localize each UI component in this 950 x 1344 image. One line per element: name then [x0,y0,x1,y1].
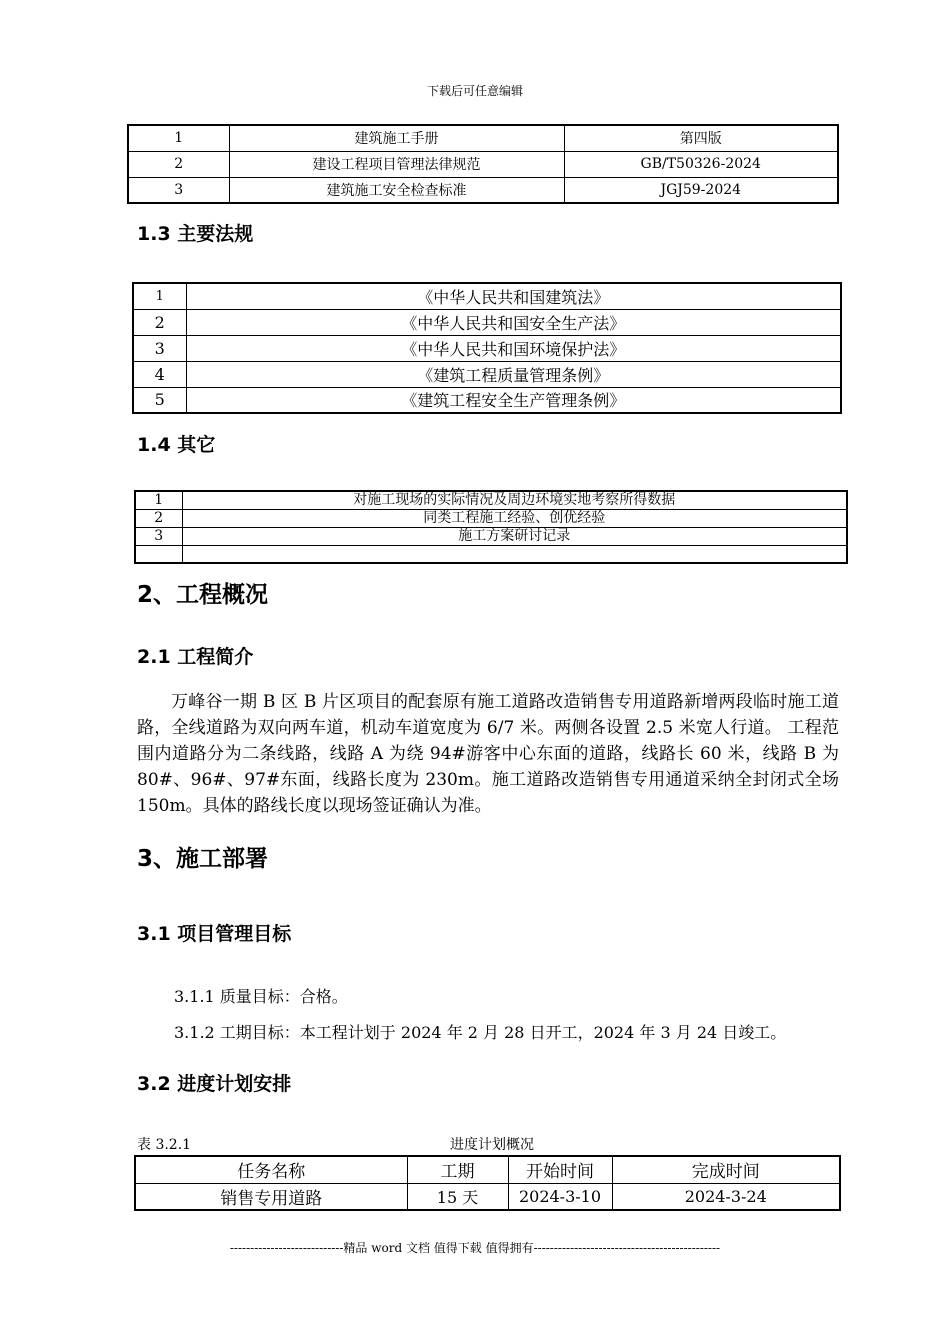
regulation-name: 《中华人民共和国安全生产法》 [186,309,841,335]
column-header: 完成时间 [612,1156,840,1183]
column-header: 开始时间 [508,1156,612,1183]
standard-name: 建筑施工安全检查标准 [229,177,564,203]
row-number: 3 [128,177,229,203]
table-header-row [135,1156,840,1183]
table-row [135,545,847,563]
row-number: 2 [135,509,182,527]
row-number: 1 [135,491,182,509]
table-label: 表 3.2.1 [137,1137,192,1153]
row-number: 5 [133,387,186,413]
table-row [135,1183,840,1210]
standard-code: 第四版 [564,125,838,151]
table-row [133,283,841,309]
basis-text: 同类工程施工经验、创优经验 [182,509,847,527]
regulation-name: 《建筑工程质量管理条例》 [186,361,841,387]
column-header: 工期 [407,1156,508,1183]
section-heading-3: 3、施工部署 [137,846,269,872]
table-row [135,509,847,527]
section-heading-1-3: 1.3 主要法规 [137,223,254,245]
schedule-goal: 3.1.2 工期目标：本工程计划于 2024 年 2 月 28 日开工，2024 年 3 月 24 日竣工。 [174,1023,787,1042]
basis-text [182,545,847,563]
regulation-name: 《中华人民共和国环境保护法》 [186,335,841,361]
table-row [128,177,838,203]
standards-table [127,124,839,204]
standard-code: JGJ59-2024 [564,177,838,203]
row-number: 2 [128,151,229,177]
row-number: 2 [133,309,186,335]
table-row [133,387,841,413]
project-overview-paragraph [137,689,839,819]
row-number: 3 [135,527,182,545]
section-heading-3-2: 3.2 进度计划安排 [137,1073,292,1095]
basis-text: 对施工现场的实际情况及周边环境实地考察所得数据 [182,491,847,509]
task-name: 销售专用道路 [135,1183,407,1210]
table-row [133,309,841,335]
table-row [135,527,847,545]
footer-note: ----------------------------精品 word 文档 值得下载 值得拥有---------------------------------------------- [229,1241,721,1255]
regulation-name: 《建筑工程安全生产管理条例》 [186,387,841,413]
table-row [128,125,838,151]
row-number: 4 [133,361,186,387]
basis-text: 施工方案研讨记录 [182,527,847,545]
table-row [133,335,841,361]
schedule-table [134,1155,841,1211]
regulations-table [132,282,842,414]
section-heading-2-1: 2.1 工程简介 [137,646,254,668]
section-heading-1-4: 1.4 其它 [137,434,216,456]
overview-text: 万峰谷一期 B 区 B 片区项目的配套原有施工道路改造销售专用道路新增两段临时施工道路，全线道路为双向两车道，机动车道宽度为 6/7 米。两侧各设置 2.5 米宽人行道。 工程范围内道路分为二条线路，线路 A 为绕 94#游客中心东面的道路，线路长 60 米，线路 B 为 80#、96#、97#东面，线路长度为 230m。施工道路改造销售专用通道采纳全封闭式全场 150m。具体的路线长度以现场签证确认为准。 [137,692,839,816]
duration: 15 天 [407,1183,508,1210]
section-heading-3-1: 3.1 项目管理目标 [137,923,292,945]
start-date: 2024-3-10 [508,1183,612,1210]
other-basis-table [134,490,848,564]
end-date: 2024-3-24 [612,1183,840,1210]
quality-goal: 3.1.1 质量目标：合格。 [174,987,348,1006]
standard-code: GB/T50326-2024 [564,151,838,177]
regulation-name: 《中华人民共和国建筑法》 [186,283,841,309]
row-number: 1 [128,125,229,151]
row-number: 3 [133,335,186,361]
standard-name: 建筑施工手册 [229,125,564,151]
row-number: 1 [133,283,186,309]
column-header: 任务名称 [135,1156,407,1183]
table-caption: 进度计划概况 [450,1137,534,1153]
header-note: 下载后可任意编辑 [426,84,523,98]
row-number [135,545,182,563]
section-heading-2: 2、工程概况 [137,582,269,608]
table-row [135,491,847,509]
table-row [133,361,841,387]
table-row [128,151,838,177]
standard-name: 建设工程项目管理法律规范 [229,151,564,177]
